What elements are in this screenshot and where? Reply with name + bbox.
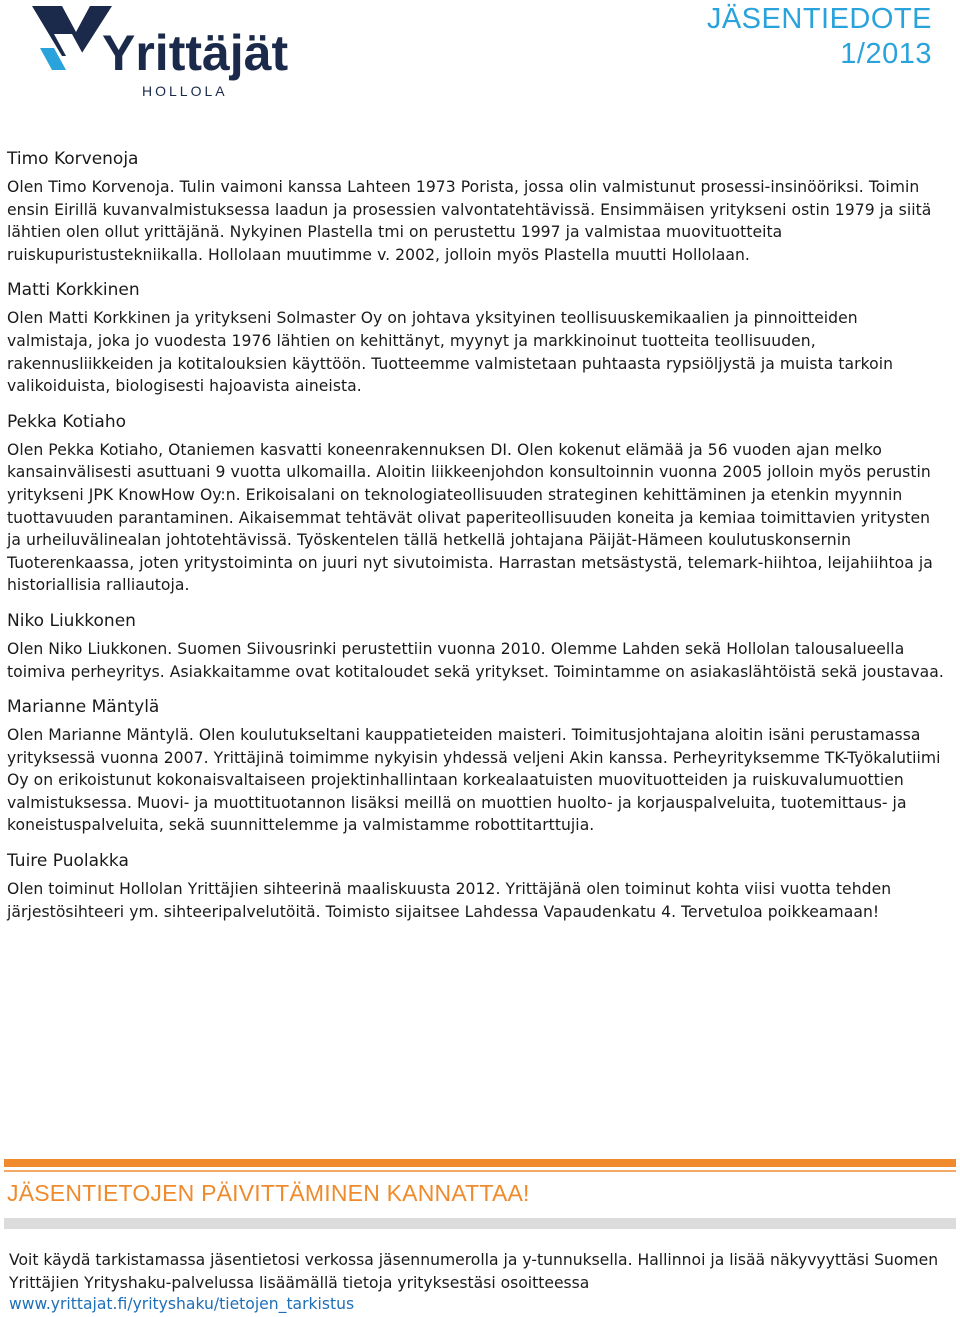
member-section xyxy=(7,279,947,397)
member-bio: Olen Marianne Mäntylä. Olen koulutukseltani kauppatieteiden maisteri. Toimitusjohtajana aloitin isäni perustamassa yrityksessä vuonna 2007. Yrittäjinä toimimme nykyisin yhdessä veljeni Akin kanssa. Perheyrityksemme TK-Työkalutiimi Oy on erikoistunut kokonaisvaltaiseen projektinhallintaan korkealaatuisten muovituotteiden ja ruiskuvalumuottien valmistuksessa. Muovi- ja muottituotannon lisäksi meillä on muottien huolto- ja korjauspalveluita, tuotemittaus- ja koneistuspalveluita, sekä suunnittelemme ja valmistamme robottitarttujia. xyxy=(7,726,941,835)
member-section xyxy=(7,850,947,923)
member-name: Matti Korkkinen xyxy=(7,280,140,301)
member-bio: Olen toiminut Hollolan Yrittäjien sihteerinä maaliskuusta 2012. Yrittäjänä olen toiminut kohta viisi vuotta tehden järjestösihteeri ym. sihteeripalvelutöitä. Toimisto sijaitsee Lahdessa Vapaudenkatu 4. Tervetuloa poikkeamaan! xyxy=(7,880,892,921)
orange-divider-thin xyxy=(4,1170,956,1172)
member-section xyxy=(7,411,947,597)
footer-text: Voit käydä tarkistamassa jäsentietosi verkossa jäsennumerolla ja y-tunnuksella. Hallinnoi ja lisää näkyvyyttäsi Suomen Yrittäjien Yrityshaku-palvelussa lisäämällä tietoja yrityksestäsi osoitteessa xyxy=(9,1251,939,1292)
newsletter-issue: 1/2013 xyxy=(840,38,932,70)
member-name: Marianne Mäntylä xyxy=(7,697,160,718)
member-name: Pekka Kotiaho xyxy=(7,411,126,432)
member-introductions xyxy=(7,148,947,936)
logo-mark-icon xyxy=(32,4,312,104)
member-name: Timo Korvenoja xyxy=(7,149,139,169)
orange-divider xyxy=(4,1159,956,1167)
logo-subtitle: HOLLOLA xyxy=(142,83,228,99)
gray-divider xyxy=(4,1218,956,1229)
member-bio: Olen Niko Liukkonen. Suomen Siivousrinki perustettiin vuonna 2010. Olemme Lahden sekä Hollolan talousalueella toimiva perheyritys. Asiakkaitamme ovat kotitaloudet sekä yritykset. Toimintamme on asiakaslähtöistä sekä joustavaa. xyxy=(7,639,944,681)
member-name: Niko Liukkonen xyxy=(7,610,136,631)
newsletter-title: JÄSENTIEDOTE xyxy=(706,3,932,35)
member-section xyxy=(7,610,947,683)
member-name: Tuire Puolakka xyxy=(7,851,129,872)
yrityshaku-link[interactable]: www.yrittajat.fi/yrityshaku/tietojen_tarkistus xyxy=(9,1295,355,1313)
logo-text: Yrittäjät xyxy=(102,25,289,81)
banner-title: JÄSENTIETOJEN PÄIVITTÄMINEN KANNATTAA! xyxy=(7,1180,530,1206)
member-bio: Olen Pekka Kotiaho, Otaniemen kasvatti koneenrakennuksen DI. Olen kokenut elämää ja 56 vuoden ajan melko kansainvälisesti asuttuani 9 vuotta ulkomailla. Aloitin liikkeenjohdon konsultoinnin vuonna 2005 jolloin myös perustin yritykseni JPK KnowHow Oy:n. Erikoisalani on teknologiateollisuuden strateginen kehittäminen ja etenkin myynnin tuottavuuden parantaminen. Aikaisemmat tehtävät olivat paperiteollisuuden koneita ja kemiaa toimittavien yritysten ja urheiluvälinealan johtotehtävissä. Työskentelen tällä hetkellä johtajana Päijät-Hämeen koulutuskonsernin Tuoterenkaassa, joten yritystoiminta on juuri nyt sivutoimista. Harrastan metsästystä, telemark-hiihtoa, leijahiihtoa ja historiallisia ralliautoja. xyxy=(7,440,933,595)
member-bio: Olen Matti Korkkinen ja yritykseni Solmaster Oy on johtava yksityinen teollisuuskemikaalien ja pinnoitteiden valmistaja, joka jo vuodesta 1976 lähtien on kehittänyt, myynyt ja markkinoinut tuotteita teollisuuden, rakennusliikkeiden ja kotitalouksien käyttöön. Tuotteemme valmistetaan puhtaasta rypsiöljystä ja muista tarkoin valikoiduista, biologisesti hajoavista aineista. xyxy=(7,309,894,396)
member-bio: Olen Timo Korvenoja. Tulin vaimoni kanssa Lahteen 1973 Porista, jossa olin valmistunut prosessi-insinööriksi. Toimin ensin Eirillä kuvanvalmistuksessa laadun ja prosessien valvontatehtävissä. Ensimmäisen yritykseni ostin 1979 ja siitä lähtien olen ollut yrittäjänä. Nykyinen Plastella tmi on perustettu 1997 ja valmistaa muovituotteita ruiskupuristustekniikalla. Hollolaan muutimme v. 2002, jolloin myös Plastella muutti Hollolaan. xyxy=(7,178,932,264)
member-section xyxy=(7,696,947,837)
member-section xyxy=(7,148,947,266)
newsletter-header xyxy=(707,2,932,72)
yrittajat-hollola-logo xyxy=(32,4,312,104)
